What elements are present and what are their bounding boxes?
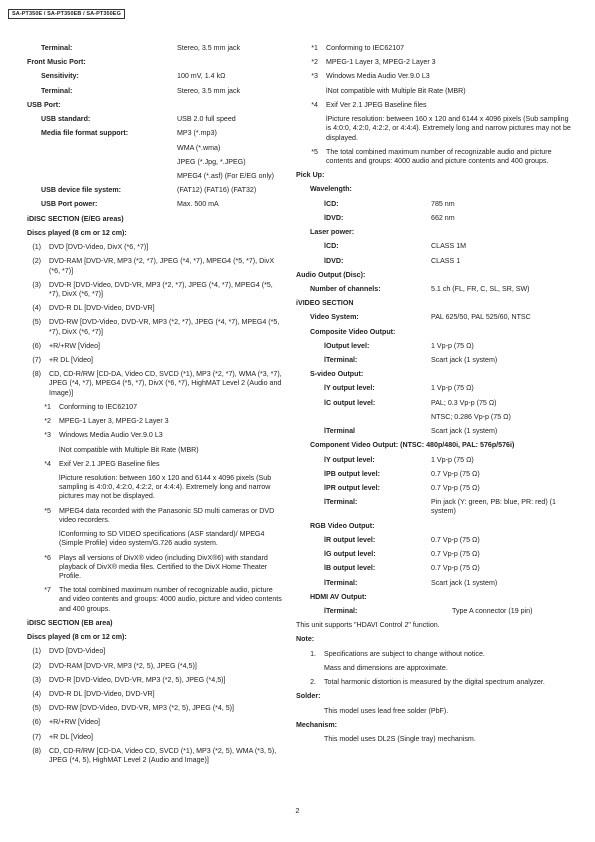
disc-item xyxy=(27,356,283,365)
solder-text: This model uses lead free solder (PbF). xyxy=(324,706,449,715)
spec-value: CLASS 1 xyxy=(431,256,461,265)
disc-item xyxy=(27,733,283,742)
spec-row xyxy=(296,313,575,322)
disc-list xyxy=(27,243,283,398)
footnote-item xyxy=(296,148,575,166)
note-item xyxy=(296,678,575,687)
disc-item xyxy=(27,342,283,351)
footnote-item-body xyxy=(326,101,575,143)
footnote-item-number: *5 xyxy=(311,147,318,156)
spec-value: PAL 625/50, PAL 525/60, NTSC xyxy=(431,313,531,322)
spec-label: lTerminal: xyxy=(324,498,358,507)
footnote-item-text: The total combined maximum number of recognizable audio and picture contents and groups: 4000 audio and picture contents and 400 groups. xyxy=(326,147,552,165)
footnote-item-number: *4 xyxy=(311,100,318,109)
spec-label: Terminal: xyxy=(41,44,73,52)
note-item-body xyxy=(324,650,575,673)
footnote-item-number: *4 xyxy=(44,459,51,468)
disc-item xyxy=(27,318,283,336)
spec-value: 1 Vp-p (75 Ω) xyxy=(431,455,474,464)
spec-label: lOutput level: xyxy=(324,341,370,350)
footnote-item-text: Conforming to IEC62107 xyxy=(326,44,405,52)
spec-label: Terminal: xyxy=(41,86,73,95)
spec-row xyxy=(296,484,575,493)
spec-row xyxy=(27,200,283,209)
subsection-heading: Composite Video Output: xyxy=(310,327,396,336)
footnote-item-number: *3 xyxy=(44,431,51,440)
footnote-item-number: *1 xyxy=(44,402,51,411)
spec-row xyxy=(296,214,575,223)
disc-item-number: (2) xyxy=(32,257,41,266)
disc-item xyxy=(27,718,283,727)
spec-row xyxy=(27,72,283,81)
footnote-item-body xyxy=(59,586,283,614)
disc-item-number: (2) xyxy=(32,661,41,670)
footnote-item-text: Conforming to IEC62107 xyxy=(59,402,138,411)
disc-item-text: CD, CD-R/RW [CD-DA, Video CD, SVCD (*1), MP3 (*2, *7), WMA (*3, *7), JPEG (*4, *7), MPEG4 (*5, *7), DivX (*6, *7), HighMAT Level 2 (Audio and Image)] xyxy=(49,370,282,397)
note-item-text: Specifications are subject to change without notice. xyxy=(324,649,485,658)
spec-label: lTerminal: xyxy=(324,356,358,365)
disc-item-text: DVD [DVD-Video] xyxy=(49,647,106,656)
footnote-item xyxy=(296,44,575,53)
disc-item xyxy=(27,690,283,699)
spec-value: Type A connector (19 pin) xyxy=(452,606,533,615)
spec-value: Scart jack (1 system) xyxy=(431,427,498,436)
footnote-item xyxy=(296,101,575,143)
subsection-heading: Component Video Output: (NTSC: 480p/480i, PAL: 576p/576i) xyxy=(310,441,515,450)
disc-item xyxy=(27,647,283,656)
section-heading: Solder: xyxy=(296,692,321,701)
subsection-heading: Wavelength: xyxy=(310,185,352,194)
footnote-item xyxy=(296,72,575,95)
disc-item xyxy=(27,281,283,299)
disc-item-number: (8) xyxy=(32,370,41,379)
spec-label: lG output level: xyxy=(324,550,376,559)
disc-item-number: (4) xyxy=(32,689,41,698)
disc-item-text: CD, CD-R/RW [CD-DA, Video CD, SVCD (*1), MP3 (*2, 5), WMA (*3, 5), JPEG (*4, 5), HighMAT Level 2 (Audio and Image)] xyxy=(49,746,277,765)
footnote-item xyxy=(27,431,283,454)
footnote-item-body xyxy=(326,58,575,67)
spec-value: Pin jack (Y: green, PB: blue, PR: red) (1 system) xyxy=(431,498,556,516)
subsection-heading: RGB Video Output: xyxy=(310,521,375,530)
disc-item-text: DVD-R [DVD-Video, DVD-VR, MP3 (*2, *7), JPEG (*4, *7), MPEG4 (*5, *7), DivX (*6, *7)] xyxy=(49,280,273,298)
spec-row xyxy=(27,129,283,181)
footnote-item-text: lConforming to SD VIDEO specifications (ASF standard)/ MPEG4 (Simple Profile) video system/G.726 audio system. xyxy=(59,530,265,548)
footnote-item-number: *2 xyxy=(44,417,51,426)
footnote-item-body xyxy=(59,417,283,426)
section-heading: Discs played (8 cm or 12 cm): xyxy=(27,633,127,642)
note-item xyxy=(296,650,575,673)
spec-label: lTerminal: xyxy=(324,606,358,615)
disc-item xyxy=(27,304,283,313)
disc-item xyxy=(27,257,283,275)
footnote-item-body xyxy=(326,72,575,95)
footnote-item-text: MPEG-1 Layer 3, MPEG-2 Layer 3 xyxy=(59,417,169,426)
spec-value: CLASS 1M xyxy=(431,242,467,251)
spec-row xyxy=(296,427,575,436)
spec-value: 0.7 Vp-p (75 Ω) xyxy=(431,535,480,544)
spec-label: USB device file system: xyxy=(41,186,122,195)
media-format-list xyxy=(177,129,283,181)
section-heading: iVIDEO SECTION xyxy=(296,299,354,308)
section-heading: Pick Up: xyxy=(296,171,325,180)
spec-value: PAL; 0.3 Vp-p (75 Ω) xyxy=(431,398,497,407)
disc-item-text: +R/+RW [Video] xyxy=(49,341,100,350)
spec-value: 662 nm xyxy=(431,213,455,222)
spec-value: Stereo, 3.5 mm jack xyxy=(177,86,241,95)
disc-item-number: (5) xyxy=(32,318,41,327)
section-heading: Audio Output (Disc): xyxy=(296,270,366,279)
media-format: JPEG (*.Jpg, *.JPEG) xyxy=(177,157,246,166)
spec-row xyxy=(296,200,575,209)
spec-value: 100 mV, 1.4 kΩ xyxy=(177,72,226,81)
footnote-item xyxy=(27,417,283,426)
subsection-heading: S-video Output: xyxy=(310,370,364,379)
disc-item-number: (7) xyxy=(32,732,41,741)
footnote-item-body xyxy=(326,148,575,166)
spec-label: lCD: xyxy=(324,199,339,208)
spec-value: NTSC; 0.286 Vp-p (75 Ω) xyxy=(431,412,511,421)
spec-value: Scart jack (1 system) xyxy=(431,356,498,365)
footnote-item-text: The total combined maximum number of recognizable audio, picture and video contents and groups: 4000 audio, picture and video contents and 400 groups. xyxy=(59,586,282,613)
disc-item-number: (3) xyxy=(32,675,41,684)
section-heading: Discs played (8 cm or 12 cm): xyxy=(27,228,127,237)
mechanism-text: This model uses DL2S (Single tray) mechanism. xyxy=(324,734,476,743)
footnote-item xyxy=(27,403,283,412)
footnote-item-text: Exif Ver 2.1 JPEG Baseline files xyxy=(326,100,427,109)
footnote-item-text: MPEG4 data recorded with the Panasonic SD multi cameras or DVD video recorders. xyxy=(59,506,275,524)
spec-row xyxy=(27,186,283,195)
spec-label: Number of channels: xyxy=(310,284,381,293)
spec-row xyxy=(296,242,575,251)
spec-label: lPB output level: xyxy=(324,469,380,478)
right-column xyxy=(296,44,575,749)
footnote-item-text: Exif Ver 2.1 JPEG Baseline files xyxy=(59,459,160,468)
section-heading: iDISC SECTION (EB area) xyxy=(27,618,113,627)
disc-item xyxy=(27,243,283,252)
spec-value: 0.7 Vp-p (75 Ω) xyxy=(431,550,480,559)
spec-value-list xyxy=(431,399,575,422)
note-item-text: Mass and dimensions are approximate. xyxy=(324,663,448,672)
spec-label: Sensitivity: xyxy=(41,72,79,81)
spec-row xyxy=(296,399,575,422)
footnote-item-number: *1 xyxy=(311,44,318,52)
section-heading: iDISC SECTION (E/EG areas) xyxy=(27,214,124,223)
section-heading: Mechanism: xyxy=(296,720,337,729)
disc-item-number: (6) xyxy=(32,718,41,727)
disc-item xyxy=(27,662,283,671)
section-heading: USB Port: xyxy=(27,100,61,109)
spec-row xyxy=(296,456,575,465)
footnote-item-text: MPEG-1 Layer 3, MPEG-2 Layer 3 xyxy=(326,58,436,67)
spec-row xyxy=(27,115,283,124)
spec-row xyxy=(296,498,575,516)
disc-item-text: DVD-RAM [DVD-VR, MP3 (*2, *7), JPEG (*4, *7), MPEG4 (*5, *7), DivX (*6, *7)] xyxy=(49,257,275,275)
disc-item-text: DVD-RAM [DVD-VR, MP3 (*2, 5), JPEG (*4,5)] xyxy=(49,661,197,670)
section-heading: Front Music Port: xyxy=(27,58,86,67)
footnote-item-number: *3 xyxy=(311,72,318,81)
spec-row xyxy=(296,342,575,351)
disc-item-text: DVD-R DL [DVD-Video, DVD-VR] xyxy=(49,304,155,313)
footnote-item xyxy=(27,507,283,549)
hdavi-statement: This unit supports "HDAVI Control 2" function. xyxy=(296,621,440,630)
media-format: MPEG4 (*.asf) (For E/EG only) xyxy=(177,171,274,180)
disc-item-number: (4) xyxy=(32,304,41,313)
footnote-list xyxy=(27,403,283,614)
disc-item-text: DVD-RW [DVD-Video, DVD-VR, MP3 (*2, *7), JPEG (*4, *7), MPEG4 (*5, *7), DivX (*6, *7)] xyxy=(49,318,280,336)
spec-label: USB Port power: xyxy=(41,200,98,209)
page-number: 2 xyxy=(295,806,300,815)
spec-value: Stereo, 3.5 mm jack xyxy=(177,44,241,52)
disc-item-number: (8) xyxy=(32,746,41,755)
footnote-list xyxy=(296,44,575,166)
footnote-item-body xyxy=(59,507,283,549)
footnote-item-number: *2 xyxy=(311,58,318,67)
footnote-item-body xyxy=(59,460,283,502)
spec-label: lCD: xyxy=(324,242,339,251)
spec-value: (FAT12) (FAT16) (FAT32) xyxy=(177,186,257,195)
footnote-item-body xyxy=(59,554,283,582)
media-format: WMA (*.wma) xyxy=(177,143,221,152)
media-format: MP3 (*.mp3) xyxy=(177,129,217,138)
spec-value: 0.7 Vp-p (75 Ω) xyxy=(431,564,480,573)
spec-row xyxy=(296,536,575,545)
subsection-heading: Laser power: xyxy=(310,228,355,237)
spec-value: Max. 500 mA xyxy=(177,200,219,209)
spec-row xyxy=(296,607,575,616)
disc-item-text: +R DL [Video] xyxy=(49,356,93,365)
footnote-item-text: lPicture resolution: between 160 x 120 and 6144 x 4096 pixels (Sub sampling is 4:0:0, 4:2:0, 4:2:2, or 4:4:4). Extremely long and narrow pictures may not be displayed. xyxy=(326,115,571,142)
spec-label: lB output level: xyxy=(324,564,376,573)
note-item-number: 2. xyxy=(310,678,316,687)
spec-label: USB standard: xyxy=(41,115,91,124)
disc-item-text: DVD [DVD-Video, DivX (*6, *7)] xyxy=(49,243,149,252)
footnote-item-text: Plays all versions of DivX® video (including DivX®6) with standard playback of DivX® media files. Certified to the DivX Home Theater Profile. xyxy=(59,553,268,580)
disc-list xyxy=(27,647,283,765)
footnote-item-text: lNot compatible with Multiple Bit Rate (MBR) xyxy=(59,445,199,454)
spec-label: lTerminal xyxy=(324,427,356,436)
spec-label: lR output level: xyxy=(324,535,376,544)
spec-row xyxy=(27,44,283,53)
left-column xyxy=(27,44,283,770)
spec-value: USB 2.0 full speed xyxy=(177,115,236,124)
footnote-item-body xyxy=(59,431,283,454)
note-item-body xyxy=(324,678,575,687)
disc-item-text: +R/+RW [Video] xyxy=(49,718,100,727)
note-list xyxy=(296,650,575,688)
footnote-item xyxy=(27,554,283,582)
spec-value: 0.7 Vp-p (75 Ω) xyxy=(431,484,480,492)
spec-row xyxy=(296,285,575,294)
spec-value: Scart jack (1 system) xyxy=(431,578,498,587)
footnote-item-body xyxy=(326,44,575,53)
spec-row xyxy=(296,384,575,393)
spec-row xyxy=(27,87,283,96)
footnote-item-text: Windows Media Audio Ver.9.0 L3 xyxy=(59,431,163,440)
spec-row xyxy=(296,579,575,588)
disc-item-number: (1) xyxy=(32,243,41,252)
spec-label: lC output level: xyxy=(324,398,376,407)
subsection-heading: HDMI AV Output: xyxy=(310,592,367,601)
spec-value: 1 Vp-p (75 Ω) xyxy=(431,384,474,393)
disc-item-text: DVD-R DL [DVD-Video, DVD-VR] xyxy=(49,689,155,698)
spec-label: lY output level: xyxy=(324,384,375,393)
spec-row xyxy=(296,257,575,266)
footnote-item xyxy=(27,586,283,614)
note-item-number: 1. xyxy=(310,649,316,658)
spec-label: lY output level: xyxy=(324,455,375,464)
footnote-item-number: *7 xyxy=(44,586,51,595)
spec-label: lPR output level: xyxy=(324,484,380,492)
footnote-item-text: lPicture resolution: between 160 x 120 and 6144 x 4096 pixels (Sub sampling is 4:0:0, 4:2:0, 4:2:2, or 4:4:4). Extremely long and narrow pictures may not be displayed. xyxy=(59,474,272,501)
disc-item-number: (5) xyxy=(32,704,41,713)
disc-item xyxy=(27,747,283,765)
disc-item-text: DVD-RW [DVD-Video, DVD-VR, MP3 (*2, 5), JPEG (*4, 5)] xyxy=(49,704,235,713)
footnote-item-text: Windows Media Audio Ver.9.0 L3 xyxy=(326,72,430,81)
spec-label: Video System: xyxy=(310,313,359,322)
footnote-item-text: lNot compatible with Multiple Bit Rate (MBR) xyxy=(326,86,466,95)
spec-row xyxy=(296,564,575,573)
section-heading: Note: xyxy=(296,635,315,644)
spec-row xyxy=(296,470,575,479)
disc-item-number: (3) xyxy=(32,280,41,289)
disc-item xyxy=(27,370,283,398)
model-header: SA-PT350E / SA-PT350EB / SA-PT350EG xyxy=(8,9,125,19)
footnote-item xyxy=(296,58,575,67)
disc-item xyxy=(27,676,283,685)
spec-value: 785 nm xyxy=(431,199,455,208)
disc-item-number: (6) xyxy=(32,341,41,350)
footnote-item xyxy=(27,460,283,502)
spec-label: Media file format support: xyxy=(41,129,129,138)
spec-value: 5.1 ch (FL, FR, C, SL, SR, SW) xyxy=(431,284,530,293)
footnote-item-number: *5 xyxy=(44,506,51,515)
disc-item-text: +R DL [Video] xyxy=(49,732,93,741)
disc-item-text: DVD-R [DVD-Video, DVD-VR, MP3 (*2, 5), JPEG (*4,5)] xyxy=(49,675,226,684)
spec-label: lDVD: xyxy=(324,256,344,265)
spec-value: 0.7 Vp-p (75 Ω) xyxy=(431,469,480,478)
disc-item-number: (1) xyxy=(32,647,41,656)
disc-item xyxy=(27,704,283,713)
note-item-text: Total harmonic distortion is measured by the digital spectrum analyzer. xyxy=(324,678,545,687)
footnote-item-body xyxy=(59,403,283,412)
spec-label: lTerminal: xyxy=(324,578,358,587)
spec-value: 1 Vp-p (75 Ω) xyxy=(431,341,474,350)
footnote-item-number: *6 xyxy=(44,553,51,562)
disc-item-number: (7) xyxy=(32,356,41,365)
spec-label: lDVD: xyxy=(324,213,344,222)
spec-row xyxy=(296,356,575,365)
spec-row xyxy=(296,550,575,559)
